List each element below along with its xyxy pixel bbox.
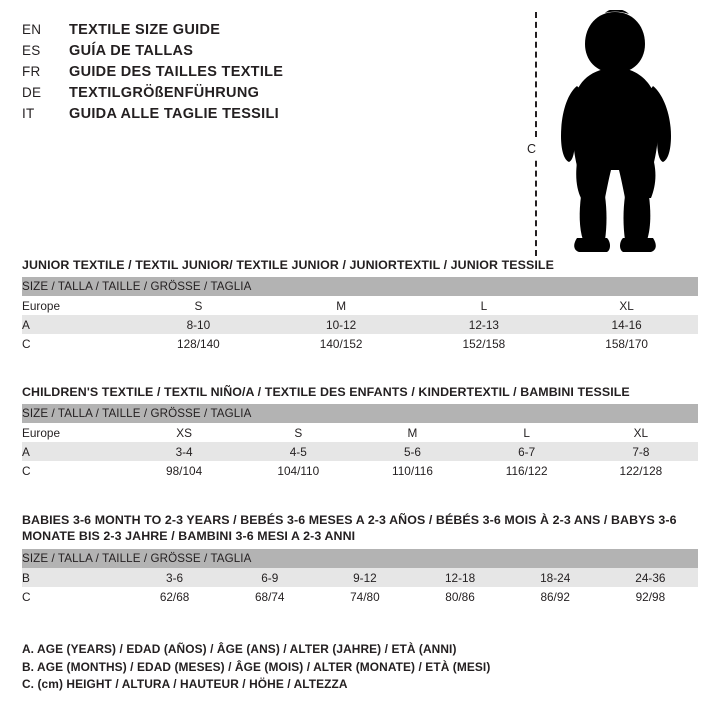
value-cell: 18-24: [540, 570, 571, 585]
size-cell: XS: [176, 425, 192, 440]
value-cell: 6-7: [518, 444, 536, 459]
table-row: [22, 461, 698, 480]
legend: [22, 641, 698, 694]
value-cell: 6-9: [261, 570, 279, 585]
value-cell: 62/68: [159, 589, 190, 604]
value-cell: 3-6: [166, 570, 184, 585]
table-row: [22, 423, 698, 442]
language-title: TEXTILE SIZE GUIDE: [69, 22, 221, 38]
table-header-row: [22, 277, 698, 296]
size-cell: S: [294, 425, 303, 440]
size-cell: L: [480, 298, 488, 313]
measure-label-c: C: [527, 142, 537, 156]
legend-item-b: B. AGE (MONTHS) / EDAD (MESES) / ÂGE (MOIS) / ALTER (MONATE) / ETÀ (MESI): [22, 659, 491, 674]
value-cell: 8-10: [186, 317, 211, 332]
row-label: Europe: [22, 425, 61, 440]
value-cell: 7-8: [632, 444, 650, 459]
table-header-row: [22, 549, 698, 568]
value-cell: 10-12: [326, 317, 357, 332]
value-cell: 86/92: [540, 589, 570, 604]
table-row: [22, 296, 698, 315]
row-label: A: [22, 317, 30, 332]
section-junior: [22, 258, 698, 353]
size-cell: XL: [633, 425, 649, 440]
value-cell: 104/110: [277, 463, 320, 478]
size-cell: S: [194, 298, 203, 313]
table-header-label: SIZE / TALLA / TAILLE / GRÖSSE / TAGLIA: [22, 552, 252, 565]
size-cell: M: [407, 425, 418, 440]
value-cell: 24-36: [635, 570, 666, 585]
value-cell: 140/152: [319, 336, 363, 351]
row-label: C: [22, 463, 31, 478]
language-code: ES: [22, 43, 41, 58]
section-title-babies: BABIES 3-6 MONTH TO 2-3 YEARS / BEBÉS 3-6 MESES A 2-3 AÑOS / BÉBÉS 3-6 MOIS À 2-3 ANS / BABYS 3-6 MONATE BIS 2-3 JAHRE / BAMBINI 3-6 MESI A 2-3 ANNI: [22, 513, 677, 543]
language-title: GUIDA ALLE TAGLIE TESSILI: [69, 106, 279, 122]
table-row: [22, 587, 698, 606]
value-cell: 128/140: [177, 336, 220, 351]
section-title-children: CHILDREN'S TEXTILE / TEXTIL NIÑO/A / TEXTILE DES ENFANTS / KINDERTEXTIL / BAMBINI TESSILE: [22, 385, 630, 399]
language-title: TEXTILGRÖßENFÜHRUNG: [69, 85, 260, 101]
row-label: C: [22, 336, 31, 351]
table-header-row: [22, 404, 698, 423]
toddler-silhouette-icon: [553, 10, 693, 254]
value-cell: 92/98: [635, 589, 666, 604]
value-cell: 116/122: [505, 463, 548, 478]
value-cell: 3-4: [175, 444, 193, 459]
language-code: EN: [22, 22, 42, 37]
row-label: A: [22, 444, 30, 459]
value-cell: 4-5: [289, 444, 307, 459]
language-row-it: [22, 106, 452, 127]
language-title: GUÍA DE TALLAS: [69, 43, 194, 59]
table-header-label: SIZE / TALLA / TAILLE / GRÖSSE / TAGLIA: [22, 407, 252, 420]
junior-size-table: [22, 277, 698, 353]
table-row: [22, 315, 698, 334]
size-cell: XL: [619, 298, 634, 313]
section-children: [22, 385, 698, 480]
value-cell: 12-18: [444, 570, 476, 585]
children-size-table: [22, 404, 698, 480]
value-cell: 9-12: [353, 570, 377, 585]
value-cell: 68/74: [254, 589, 285, 604]
babies-size-table: [22, 549, 698, 606]
value-cell: 158/170: [605, 336, 648, 351]
size-cell: M: [336, 298, 347, 313]
value-cell: 14-16: [611, 317, 642, 332]
row-label: Europe: [22, 298, 61, 313]
measure-dashed-line: [535, 12, 537, 256]
language-header: [22, 22, 452, 127]
value-cell: 74/80: [350, 589, 380, 604]
legend-item-a: A. AGE (YEARS) / EDAD (AÑOS) / ÂGE (ANS) / ALTER (JAHRE) / ETÀ (ANNI): [22, 642, 457, 656]
language-row-en: [22, 22, 452, 43]
value-cell: 5-6: [403, 444, 421, 459]
size-cell: L: [523, 425, 530, 440]
table-row: [22, 568, 698, 587]
row-label: C: [22, 589, 31, 604]
table-header-label: SIZE / TALLA / TAILLE / GRÖSSE / TAGLIA: [22, 280, 252, 293]
table-row: [22, 442, 698, 461]
language-code: FR: [22, 64, 41, 79]
value-cell: 152/158: [462, 336, 506, 351]
language-code: IT: [22, 106, 35, 121]
language-row-fr: [22, 64, 452, 85]
value-cell: 110/116: [392, 463, 433, 478]
language-row-de: [22, 85, 452, 106]
value-cell: 122/128: [619, 463, 663, 478]
row-label: B: [22, 570, 30, 585]
value-cell: 12-13: [468, 317, 499, 332]
height-figure: [527, 10, 702, 260]
section-babies: [22, 512, 698, 606]
language-code: DE: [22, 85, 42, 100]
section-title-junior: JUNIOR TEXTILE / TEXTIL JUNIOR/ TEXTILE JUNIOR / JUNIORTEXTIL / JUNIOR TESSILE: [22, 258, 554, 272]
language-title: GUIDE DES TAILLES TEXTILE: [69, 64, 284, 80]
value-cell: 98/104: [166, 463, 203, 478]
language-row-es: [22, 43, 452, 64]
legend-item-c: C. (cm) HEIGHT / ALTURA / HAUTEUR / HÖHE / ALTEZZA: [22, 677, 348, 691]
value-cell: 80/86: [445, 589, 475, 604]
table-row: [22, 334, 698, 353]
